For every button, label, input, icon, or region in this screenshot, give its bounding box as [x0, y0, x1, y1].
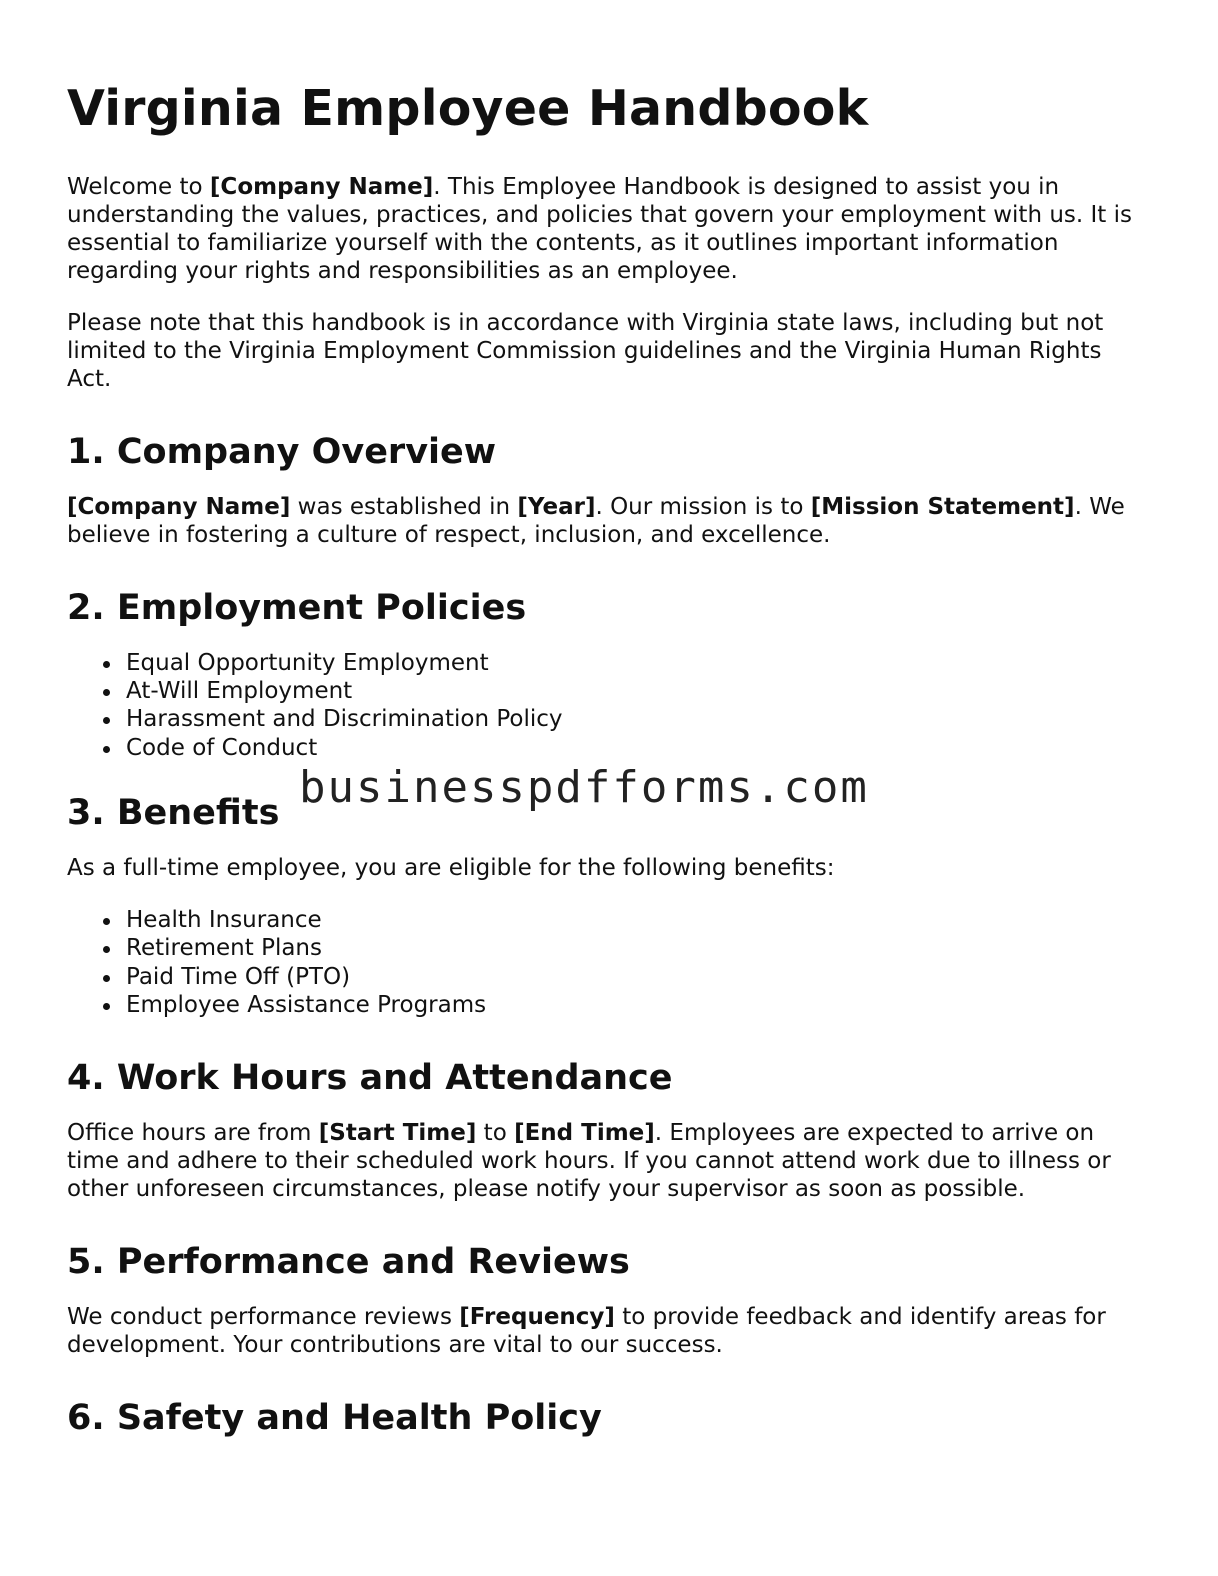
list-item: Retirement Plans — [126, 934, 1152, 962]
employment-policies-list — [67, 649, 1152, 762]
company-name-placeholder: [Company Name] — [67, 493, 291, 520]
list-item: Equal Opportunity Employment — [126, 649, 1152, 677]
list-item: Harassment and Discrimination Policy — [126, 705, 1152, 733]
intro-text-post: . This Employee Handbook is designed to assist you in understanding the values, practices, and policies that govern your employment with us. It is essential to familiarize yourself with the contents, as it outlines important information regarding your rights and responsibilities as an employee. — [67, 173, 1132, 284]
work-hours-text-2: to — [476, 1120, 515, 1147]
performance-text-1: We conduct performance reviews — [67, 1304, 460, 1331]
section-heading-company-overview: 1. Company Overview — [67, 431, 497, 472]
company-name-placeholder: [Company Name] — [209, 173, 434, 200]
section-heading-benefits: 3. Benefits — [67, 792, 280, 833]
section-heading-safety-health: 6. Safety and Health Policy — [67, 1398, 602, 1439]
end-time-placeholder: [End Time] — [514, 1120, 655, 1147]
section-heading-employment-policies: 2. Employment Policies — [67, 587, 527, 628]
overview-text-3: . We believe in fostering a culture of respect, inclusion, and excellence. — [67, 493, 1125, 548]
mission-statement-placeholder: [Mission Statement] — [810, 493, 1075, 520]
list-item: Employee Assistance Programs — [126, 991, 1152, 1019]
work-hours-paragraph — [67, 1119, 1152, 1203]
work-hours-text-1: Office hours are from — [67, 1120, 319, 1147]
section-heading-work-hours: 4. Work Hours and Attendance — [67, 1058, 673, 1099]
performance-text-2: to provide feedback and identify areas for development. Your contributions are vital to our success. — [67, 1304, 1106, 1359]
benefits-list — [67, 906, 1152, 1019]
overview-text-1: was established in — [290, 493, 518, 520]
section-heading-performance: 5. Performance and Reviews — [67, 1242, 630, 1283]
benefits-intro: As a full-time employee, you are eligible for the following benefits: — [67, 854, 835, 881]
list-item: Paid Time Off (PTO) — [126, 963, 1152, 991]
list-item: At-Will Employment — [126, 677, 1152, 705]
company-overview-paragraph — [67, 493, 1152, 549]
intro-paragraph-1 — [67, 173, 1152, 285]
intro-text-pre: Welcome to — [67, 173, 210, 200]
intro-paragraph-2: Please note that this handbook is in accordance with Virginia state laws, including but not limited to the Virginia Employment Commission guidelines and the Virginia Human Rights Act. — [67, 309, 1104, 392]
list-item: Health Insurance — [126, 906, 1152, 934]
overview-text-2: . Our mission is to — [595, 493, 811, 520]
watermark: businesspdfforms.com — [299, 762, 869, 813]
performance-paragraph — [67, 1303, 1152, 1359]
frequency-placeholder: [Frequency] — [459, 1304, 615, 1331]
work-hours-text-3: . Employees are expected to arrive on time and adhere to their scheduled work hours. If you cannot attend work due to illness or other unforeseen circumstances, please notify your supervisor as soon as possible. — [67, 1120, 1111, 1203]
list-item: Code of Conduct — [126, 734, 1152, 762]
year-placeholder: [Year] — [517, 493, 596, 520]
start-time-placeholder: [Start Time] — [318, 1120, 477, 1147]
document-title: Virginia Employee Handbook — [67, 80, 869, 137]
